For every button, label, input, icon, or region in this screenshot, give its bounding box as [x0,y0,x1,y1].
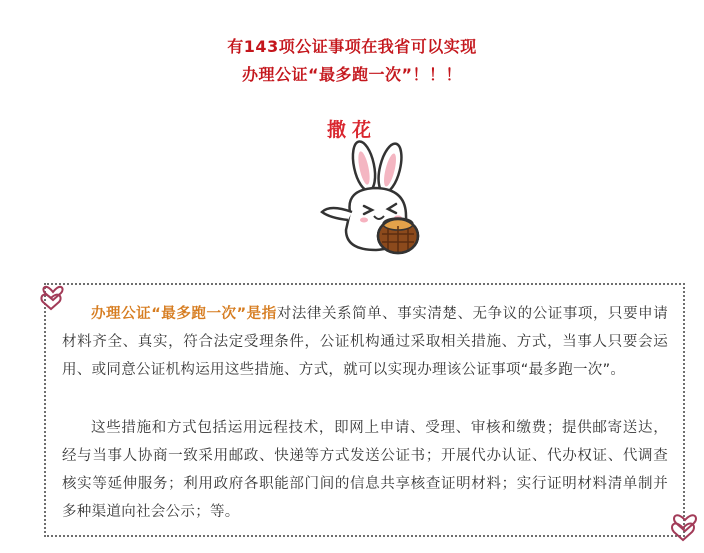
definition-lead: 办理公证“最多跑一次”是指 [91,306,277,322]
headline-line-1: 有143项公证事项在我省可以实现 [227,37,477,56]
sticker-caption: 撒花 [326,119,377,141]
measures-paragraph: 这些措施和方式包括运用远程技术，即网上申请、受理、审核和缴费；提供邮寄送达，经与当事人协商一致采用邮政、快递等方式发送公证书；开展代办认证、代办权证、代调查核实等延伸服务；利用政府各职能部门间的信息共享核查证明材料；实行证明材料清单制并多种渠道向社会公示；等。 [62,420,668,520]
definition-text: 对法律关系简单、事实清楚、无争议的公证事项，只要申请材料齐全、真实，符合法定受理条件，公证机构通过采取相关措施、方式，当事人只要会运用、或同意公证机构运用这些措施、方式，就可以实现办理该公证事项“最多跑一次”。 [62,306,668,378]
definition-paragraph [62,300,668,384]
heart-icon [670,506,700,546]
headline-line-2: 办理公证“最多跑一次”！！！ [241,65,463,84]
bunny-sticker-icon [316,138,426,263]
